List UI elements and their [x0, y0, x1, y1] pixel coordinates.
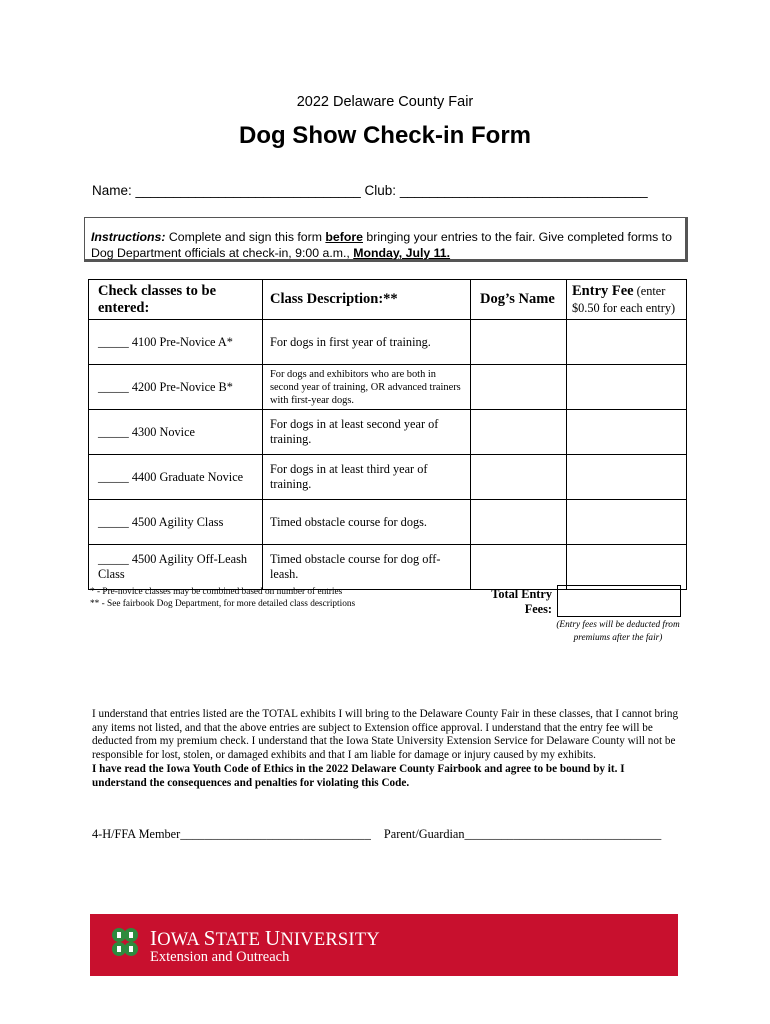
- footnote-2: ** - See fairbook Dog Department, for more detailed class descriptions: [90, 599, 356, 609]
- entry-fee-cell[interactable]: [567, 545, 687, 590]
- 4h-clover-icon: [107, 925, 143, 961]
- name-field[interactable]: ______________________________: [135, 183, 361, 198]
- total-fees-label-line2: Fees:: [524, 602, 552, 616]
- instructions-part2: bringing your entries to the fair. Give completed forms to Dog Department officials at check-in, 9:00 a.m.,: [91, 230, 672, 260]
- dog-name-cell[interactable]: [471, 500, 567, 545]
- isu-name: [150, 928, 380, 950]
- footnote-1: * - Pre-novice classes may be combined based on number of entries: [90, 587, 343, 597]
- class-check-cell[interactable]: _____ 4300 Novice: [89, 410, 263, 455]
- isu-letter-s: S: [203, 926, 216, 950]
- footnotes: [90, 586, 355, 610]
- col-header-dog-name: Dog’s Name: [471, 280, 567, 320]
- form-title: Dog Show Check-in Form: [238, 122, 531, 149]
- col-header-description: Class Description:**: [263, 280, 471, 320]
- entry-fee-sub2: $0.50 for each entry): [572, 300, 676, 315]
- class-check-cell[interactable]: _____ 4200 Pre-Novice B*: [89, 365, 263, 410]
- entry-fee-cell[interactable]: [567, 365, 687, 410]
- entry-fee-cell[interactable]: [567, 410, 687, 455]
- isu-subtitle: Extension and Outreach: [150, 949, 290, 965]
- table-row: [89, 320, 687, 365]
- dog-name-cell[interactable]: [471, 365, 567, 410]
- entry-fee-cell[interactable]: [567, 320, 687, 365]
- class-description: For dogs in at least second year of training.: [263, 410, 471, 455]
- class-check-cell[interactable]: _____ 4500 Agility Off-Leash Class: [89, 545, 263, 590]
- instructions-label: Instructions:: [91, 230, 166, 244]
- fees-note: (Entry fees will be deducted from premiums after the fair): [556, 620, 680, 643]
- agreement-ethics: I have read the Iowa Youth Code of Ethics in the 2022 Delaware County Fairbook and agree to be bound by it. I understand the consequences and penalties for violating this Code.: [92, 762, 625, 789]
- signature-line: [92, 827, 661, 842]
- instructions-date: Monday, July 11.: [353, 246, 451, 260]
- dog-name-cell[interactable]: [471, 410, 567, 455]
- total-fees-label-line1: Total Entry: [491, 587, 552, 601]
- class-description: For dogs in first year of training.: [263, 320, 471, 365]
- entry-fee-cell[interactable]: [567, 455, 687, 500]
- class-description: Timed obstacle course for dog off-leash.: [263, 545, 471, 590]
- isu-word-3: NIVERSITY: [280, 930, 380, 950]
- class-table: [88, 279, 687, 590]
- isu-letter-i: I: [150, 926, 158, 950]
- total-fees-label: [470, 587, 552, 617]
- table-row: [89, 455, 687, 500]
- table-row: [89, 365, 687, 410]
- instructions-before: before: [325, 230, 363, 244]
- isu-word-2: TATE: [215, 930, 265, 950]
- entry-fee-sub1: (enter: [633, 283, 666, 298]
- club-label: Club:: [364, 183, 397, 198]
- instructions-text: [91, 229, 691, 261]
- class-description: Timed obstacle course for dogs.: [263, 500, 471, 545]
- class-description: For dogs in at least third year of training.: [263, 455, 471, 500]
- name-label: Name:: [92, 183, 132, 198]
- table-row: [89, 500, 687, 545]
- fair-title: 2022 Delaware County Fair: [296, 94, 474, 110]
- dog-name-cell[interactable]: [471, 545, 567, 590]
- dog-name-cell[interactable]: [471, 455, 567, 500]
- class-check-cell[interactable]: _____ 4100 Pre-Novice A*: [89, 320, 263, 365]
- member-signature[interactable]: 4-H/FFA Member_______________________________: [92, 827, 371, 841]
- agreement-body: I understand that entries listed are the TOTAL exhibits I will bring to the Delaware County Fair in these classes, that I cannot bring any items not listed, and that the above entries are subject to Extension office approval. I understand that the entry fee will be deducted from my premium check. I understand that the Iowa State University Extension Service for Delaware County will not be responsible for lost, stolen, or damaged exhibits and that I am liable for damage or injury caused by my exhibits.: [92, 708, 679, 762]
- club-field[interactable]: _________________________________: [399, 183, 648, 198]
- class-check-cell[interactable]: _____ 4400 Graduate Novice: [89, 455, 263, 500]
- col-header-entry-fee: [567, 280, 687, 320]
- col-header-check: Check classes to be entered:: [89, 280, 263, 320]
- guardian-signature[interactable]: Parent/Guardian________________________________: [383, 827, 662, 841]
- table-row: [89, 410, 687, 455]
- isu-letter-u: U: [265, 926, 281, 950]
- class-check-cell[interactable]: _____ 4500 Agility Class: [89, 500, 263, 545]
- entry-fee-label: Entry Fee: [572, 282, 634, 299]
- dog-name-cell[interactable]: [471, 320, 567, 365]
- name-club-line: [92, 183, 648, 198]
- total-fees-field[interactable]: [557, 585, 681, 617]
- agreement-text: [92, 708, 682, 790]
- table-header-row: [89, 280, 687, 320]
- instructions-part1: Complete and sign this form: [165, 230, 326, 244]
- class-description: For dogs and exhibitors who are both in second year of training, OR advanced trainers with first-year dogs.: [263, 365, 471, 410]
- table-row: [89, 545, 687, 590]
- isu-word-1: OWA: [157, 930, 204, 950]
- entry-fee-cell[interactable]: [567, 500, 687, 545]
